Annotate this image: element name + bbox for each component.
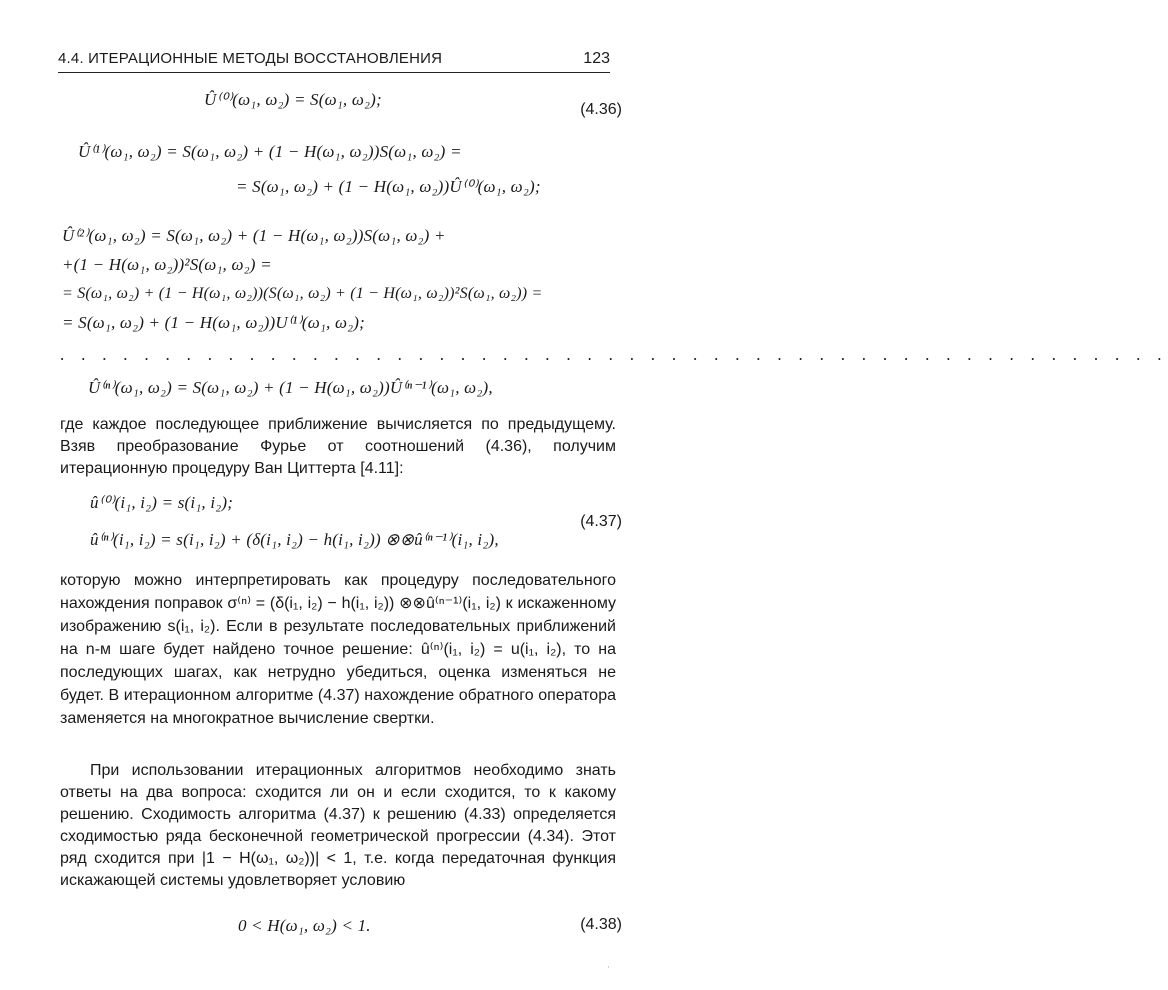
- equation-4-36-line-2: Û⁽¹⁾(ω₁, ω₂) = S(ω₁, ω₂) + (1 − H(ω₁, ω₂))S(ω₁, ω₂) =: [78, 142, 462, 161]
- equation-4-36-line-6: = S(ω₁, ω₂) + (1 − H(ω₁, ω₂))(S(ω₁, ω₂) + (1 − H(ω₁, ω₂))²S(ω₁, ω₂)) =: [62, 285, 543, 302]
- equation-4-36-line-4: Û⁽²⁾(ω₁, ω₂) = S(ω₁, ω₂) + (1 − H(ω₁, ω₂))S(ω₁, ω₂) +: [62, 226, 446, 245]
- footer-mark: ·: [607, 962, 610, 972]
- equation-4-36-line-n: Û⁽ⁿ⁾(ω₁, ω₂) = S(ω₁, ω₂) + (1 − H(ω₁, ω₂))Û⁽ⁿ⁻¹⁾(ω₁, ω₂),: [88, 378, 493, 397]
- equation-4-37-line-1: û⁽⁰⁾(i₁, i₂) = s(i₁, i₂);: [90, 493, 234, 512]
- paragraph-3: При использовании итерационных алгоритмов необходимо знать ответы на два вопроса: сходится ли он и если сходится, то к какому решению. Сходимость алгоритма (4.37) к решению (4.33) определяется сходимостью ряда бесконечной геометрической прогрессии (4.34). Этот ряд сходится при |1 − H(ω₁, ω₂))| < 1, т.е. когда передаточная функция искажающей системы удовлетворяет условию: [60, 762, 616, 889]
- equation-4-37-line-2: û⁽ⁿ⁾(i₁, i₂) = s(i₁, i₂) + (δ(i₁, i₂) − h(i₁, i₂)) ⊗⊗û⁽ⁿ⁻¹⁾(i₁, i₂),: [90, 530, 499, 549]
- equation-4-36-line-7: = S(ω₁, ω₂) + (1 − H(ω₁, ω₂))U⁽¹⁾(ω₁, ω₂);: [62, 313, 365, 332]
- equation-number-4-37: (4.37): [580, 513, 622, 530]
- page-number: 123: [583, 50, 610, 67]
- paragraph-1: где каждое последующее приближение вычисляется по предыдущему. Взяв преобразование Фурье от соотношений (4.36), получим итерационную процедуру Ван Циттерта [4.11]:: [60, 416, 616, 477]
- paragraph-2: которую можно интерпретировать как процедуру последовательного нахождения поправок σ⁽ⁿ⁾ = (δ(i₁, i₂) − h(i₁, i₂)) ⊗⊗û⁽ⁿ⁻¹⁾(i₁, i₂) к искаженному изображению s(i₁, i₂). Если в результате последовательных приближений на n-м шаге будет найдено точное решение: û⁽ⁿ⁾(i₁, i₂) = u(i₁, i₂), то на последующих шагах, как нетрудно убедиться, оценка изменяться не будет. В итерационном алгоритме (4.37) нахождение обратного оператора заменяется на многократное вычисление свертки.: [60, 572, 616, 727]
- equation-4-38: 0 < H(ω₁, ω₂) < 1.: [238, 916, 371, 935]
- running-header: [58, 50, 610, 73]
- equation-4-36-line-3: = S(ω₁, ω₂) + (1 − H(ω₁, ω₂))Û⁽⁰⁾(ω₁, ω₂);: [236, 177, 541, 196]
- ellipsis-row: . . . . . . . . . . . . . . . . . . . . . . . . . . . . . . . . . . . . . . . . . . . . . . . . . . . . .: [60, 345, 1168, 364]
- equation-number-4-38: (4.38): [580, 916, 622, 933]
- equation-number-4-36: (4.36): [580, 101, 622, 118]
- equation-4-36-line-1: Û⁽⁰⁾(ω₁, ω₂) = S(ω₁, ω₂);: [204, 90, 382, 109]
- chapter-title: 4.4. ИТЕРАЦИОННЫЕ МЕТОДЫ ВОССТАНОВЛЕНИЯ: [58, 50, 443, 67]
- equation-4-36-line-5: +(1 − H(ω₁, ω₂))²S(ω₁, ω₂) =: [62, 255, 272, 274]
